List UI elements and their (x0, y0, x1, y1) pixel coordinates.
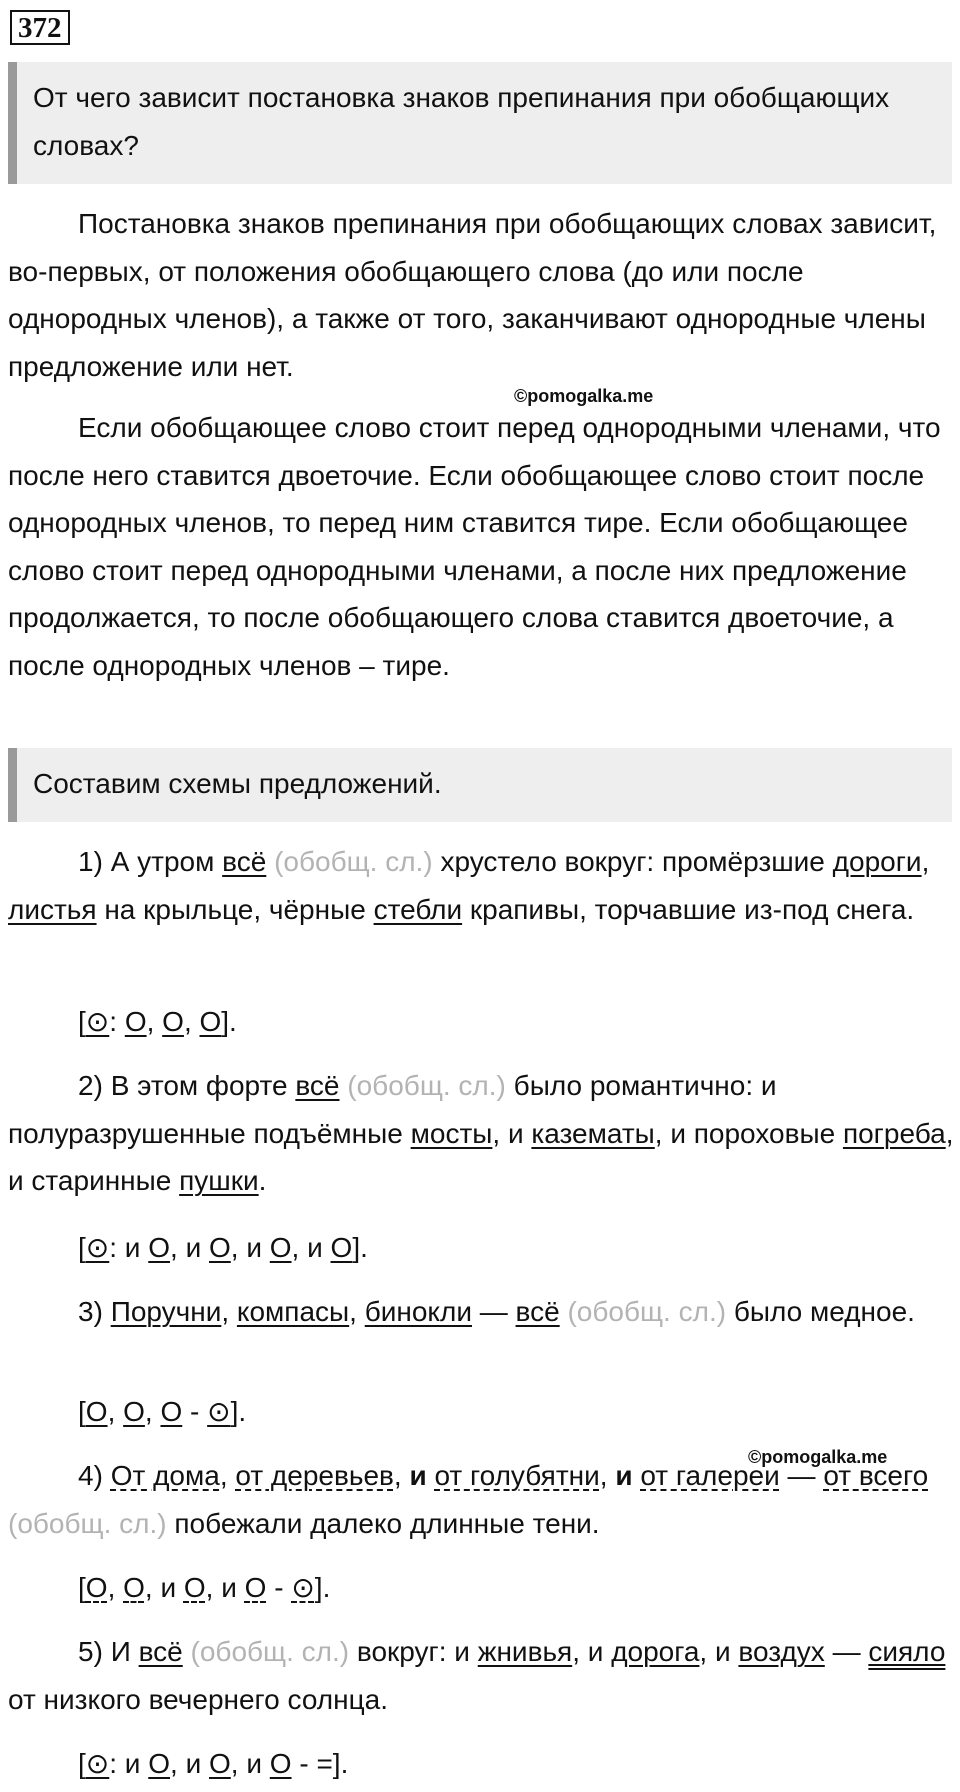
scheme-3: [О, О, О - ⊙]. (78, 1396, 247, 1427)
scheme-2: [⊙: и О, и О, и О, и О]. (78, 1232, 368, 1263)
homogeneous-member: компасы (236, 1296, 350, 1327)
task-number: 372 (10, 10, 70, 45)
gen-label: (обобщ. сл.) (190, 1636, 350, 1667)
homogeneous-member: дорога (611, 1636, 700, 1667)
homogeneous-member: бинокли (364, 1296, 472, 1327)
sentence-4: 4) От дома, от деревьев, и от голубятни, и от галереи — от всего (обобщ. сл.) побежали далеко длинные тени. (8, 1460, 929, 1539)
homogeneous-member: казематы (531, 1117, 655, 1149)
homogeneous-member: дороги (832, 846, 922, 877)
homogeneous-member: от голубятни (434, 1460, 600, 1491)
homogeneous-member: погреба (842, 1117, 946, 1149)
generalizing-word: всё (138, 1636, 183, 1667)
scheme-1: [⊙: О, О, О]. (78, 1006, 237, 1037)
question-text: От чего зависит постановка знаков препинания при обобщающих словах? (33, 82, 890, 161)
generalizing-word: всё (222, 846, 267, 877)
question-box (8, 62, 952, 184)
gen-label: (обобщ. сл.) (347, 1070, 506, 1101)
homogeneous-member: от деревьев (235, 1460, 394, 1491)
homogeneous-member: воздух (738, 1636, 825, 1667)
generalizing-word: всё (295, 1070, 340, 1101)
watermark: ©pomogalka.me (514, 386, 654, 406)
homogeneous-member: От дома (110, 1460, 220, 1491)
homogeneous-member: от галереи (640, 1460, 780, 1491)
homogeneous-member: стебли (373, 893, 463, 925)
generalizing-word: всё (515, 1296, 560, 1327)
section-heading-box (8, 748, 952, 822)
scheme-4: [О, О, и О, и О - ⊙]. (78, 1572, 331, 1603)
predicate: сияло (868, 1636, 946, 1667)
homogeneous-member: мосты (410, 1117, 493, 1149)
sentence-5: 5) И всё (обобщ. сл.) вокруг: и жнивья, и дорога, и воздух — сияло от низкого вечернего солнца. (8, 1636, 946, 1715)
watermark: ©pomogalka.me (748, 1447, 888, 1467)
gen-label: (обобщ. сл.) (8, 1507, 167, 1539)
gen-label: (обобщ. сл.) (567, 1296, 727, 1327)
homogeneous-member: Поручни (110, 1296, 222, 1327)
sentence-3: 3) Поручни, компасы, бинокли — всё (обобщ. сл.) было медное. (78, 1296, 915, 1327)
homogeneous-member: жнивья (477, 1636, 573, 1667)
answer-paragraph-2: Если обобщающее слово стоит перед однородными членами, что после него ставится двоеточие. Если обобщающее слово стоит после однородных членов, то перед ним ставится тире. Если обобщающее слово стоит перед однородными членами, а после них предложение продолжается, то после обобщающего слова ставится двоеточие, а после однородных членов – тире. (8, 412, 941, 681)
homogeneous-member: листья (8, 893, 97, 925)
homogeneous-member: пушки (179, 1165, 259, 1197)
scheme-5: [⊙: и О, и О, и О - =]. (78, 1748, 349, 1779)
gen-label: (обобщ. сл.) (274, 846, 433, 877)
answer-paragraph-1: Постановка знаков препинания при обобщающих словах зависит, во-первых, от положения обобщающего слова (до или после однородных членов), а также от того, заканчивают однородные члены предложение или нет. (8, 208, 937, 382)
sentence-2: 2) В этом форте всё (обобщ. сл.) было романтично: и полуразрушенные подъёмные мосты, и казематы, и пороховые погреба, и старинные пушки. (8, 1070, 954, 1197)
section-heading: Составим схемы предложений. (33, 768, 442, 799)
generalizing-word: от всего (823, 1460, 929, 1491)
sentence-1: 1) А утром всё (обобщ. сл.) хрустело вокруг: промёрзшие дороги, листья на крыльце, чёрные стебли крапивы, торчавшие из-под снега. (8, 846, 930, 925)
